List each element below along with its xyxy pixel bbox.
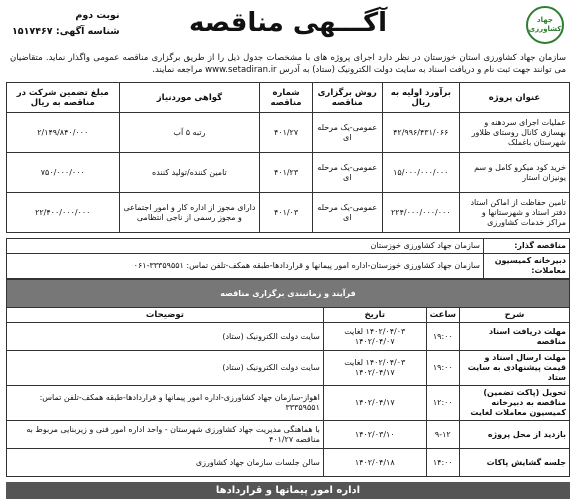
- notes: اهواز-سازمان جهاد کشاورزی-اداره امور پیمانها و قراردادها-طبقه همکف-تلفن تماس: ۳۳۳۵۹۵۵۱: [7, 386, 324, 421]
- estimate-value: ۲۲۴/۰۰۰/۰۰۰/۰۰۰: [382, 193, 459, 233]
- notes: سایت دولت الکترونیک (ستاد): [7, 323, 324, 351]
- col-method: روش برگزاری مناقصه: [312, 83, 382, 113]
- col-date: تاریخ: [323, 308, 426, 323]
- notes: سایت دولت الکترونیک (ستاد): [7, 351, 324, 386]
- col-guarantee: مبلغ تضمین شرکت در مناقصه به ریال: [7, 83, 120, 113]
- secretariat-value: سازمان جهاد کشاورزی خوزستان-اداره امور پیمانها و قراردادها-طبقه همکف-تلفن تماس: ۳۳۳۵۹۵۵۱-۰۶۱: [7, 254, 484, 279]
- certificate-value: رتبه ۵ آب: [119, 113, 260, 153]
- time: ۱۹:۰۰: [426, 351, 459, 386]
- organizer-row: [7, 239, 570, 254]
- notice-title: آگـــهی مناقصه: [188, 8, 388, 38]
- estimate-value: ۴۲/۹۹۶/۴۳۱/۰۶۶: [382, 113, 459, 153]
- time: ۱۹:۰۰: [426, 323, 459, 351]
- certificate-value: تامین کننده/تولید کننده: [119, 153, 260, 193]
- time: ۱۴:۰۰: [426, 449, 459, 477]
- method-value: عمومی-یک مرحله ای: [312, 113, 382, 153]
- table-row: [7, 351, 570, 386]
- method-value: عمومی-یک مرحله ای: [312, 153, 382, 193]
- secretariat-label: دبیرخانه کمیسیون معاملات:: [484, 254, 570, 279]
- guarantee-value: ۲۲/۴۰۰/۰۰۰/۰۰۰: [7, 193, 120, 233]
- notice-meta: [12, 8, 120, 40]
- date: ۱۴۰۲/۰۴/۰۳ لغایت ۱۴۰۲/۰۴/۱۷: [323, 351, 426, 386]
- header: [6, 4, 570, 52]
- notes: با هماهنگی مدیریت جهاد کشاورزی شهرستان - واحد اداره امور فنی و زیربنایی مربوط به مناقصه ۴۰۱/۲۷: [7, 421, 324, 449]
- stage: بازدید از محل پروژه: [460, 421, 570, 449]
- time: ۱۲:۰۰: [426, 386, 459, 421]
- schedule-bar: فرآیند و زمانبندی برگزاری مناقصه: [7, 280, 570, 308]
- schedule-table: [6, 279, 570, 477]
- intro-paragraph: سازمان جهاد کشاورزی استان خوزستان در نظر دارد اجرای پروژه های با مشخصات جدول ذیل را از طریق برگزاری مناقصه عمومی واگذار نماید. متقاضیان می توانند جهت ثبت نام و دریافت اسناد به سایت دولت الکترونیک (ستاد) به آدرس www.setadiran.ir مراجعه نمایند.: [10, 53, 566, 75]
- date: ۱۴۰۲/۰۳/۱۰: [323, 421, 426, 449]
- certificate-value: دارای مجوز از اداره کار و امور اجتماعی و مجوز رسمی از ناجی انتظامی: [119, 193, 260, 233]
- table-row: [7, 386, 570, 421]
- table-row: [7, 323, 570, 351]
- secretariat-row: [7, 254, 570, 279]
- project-title: خرید کود میکرو کامل و سم یونیزان استار: [460, 153, 570, 193]
- footer-bar: اداره امور پیمانها و قراردادها: [6, 482, 570, 499]
- method-value: عمومی-یک مرحله ای: [312, 193, 382, 233]
- info-table: [6, 238, 570, 279]
- stage: مهلت ارسال اسناد و قیمت پیشنهادی به سایت ستاد: [460, 351, 570, 386]
- estimate-value: ۱۵/۰۰۰/۰۰۰/۰۰۰: [382, 153, 459, 193]
- projects-table: [6, 82, 570, 233]
- time: ۹-۱۲: [426, 421, 459, 449]
- table-row: [7, 153, 570, 193]
- organizer-value: سازمان جهاد کشاورزی خوزستان: [7, 239, 484, 254]
- schedule-header-row: [7, 308, 570, 323]
- date: ۱۴۰۲/۰۴/۱۷: [323, 386, 426, 421]
- organization-logo: جهاد کشاورزی: [526, 6, 564, 44]
- notes: سالن جلسات سازمان جهاد کشاورزی: [7, 449, 324, 477]
- col-time: ساعت: [426, 308, 459, 323]
- guarantee-value: ۲/۱۴۹/۸۴۰/۰۰۰: [7, 113, 120, 153]
- col-notes: توضیحات: [7, 308, 324, 323]
- project-title: تامین حفاظت از اماکن استاد دفتر استاد و شهرستانها و مراکز خدمات کشاورزی: [460, 193, 570, 233]
- table-row: [7, 193, 570, 233]
- guarantee-value: ۷۵۰/۰۰۰/۰۰۰: [7, 153, 120, 193]
- tender-number: ۴۰۱/۰۳: [260, 193, 313, 233]
- tender-number: ۴۰۱/۲۷: [260, 113, 313, 153]
- col-project-title: عنوان پروژه: [460, 83, 570, 113]
- stage: تحویل (پاکت تضمین) مناقصه به دبیرخانه کمیسیون معاملات لغایت: [460, 386, 570, 421]
- organizer-label: مناقصه گذار:: [484, 239, 570, 254]
- date: ۱۴۰۲/۰۴/۰۳ لغایت ۱۴۰۲/۰۴/۰۷: [323, 323, 426, 351]
- date: ۱۴۰۲/۰۴/۱۸: [323, 449, 426, 477]
- stage: جلسه گشایش پاکات: [460, 449, 570, 477]
- col-estimate: برآورد اولیه به ریال: [382, 83, 459, 113]
- notice-round: نوبت دوم: [75, 10, 120, 21]
- tender-number: ۴۰۱/۲۳: [260, 153, 313, 193]
- stage: مهلت دریافت اسناد مناقصه: [460, 323, 570, 351]
- notice-id: شناسه آگهی: ۱۵۱۷۴۶۷: [12, 26, 120, 37]
- table-row: [7, 113, 570, 153]
- col-certificate: گواهی موردنیاز: [119, 83, 260, 113]
- table-row: [7, 421, 570, 449]
- projects-header-row: [7, 83, 570, 113]
- table-row: [7, 449, 570, 477]
- col-tender-number: شماره مناقصه: [260, 83, 313, 113]
- col-stage: شرح: [460, 308, 570, 323]
- project-title: عملیات اجرای سردهنه و بهسازی کانال روستای ظلاور شهرستان باغملک: [460, 113, 570, 153]
